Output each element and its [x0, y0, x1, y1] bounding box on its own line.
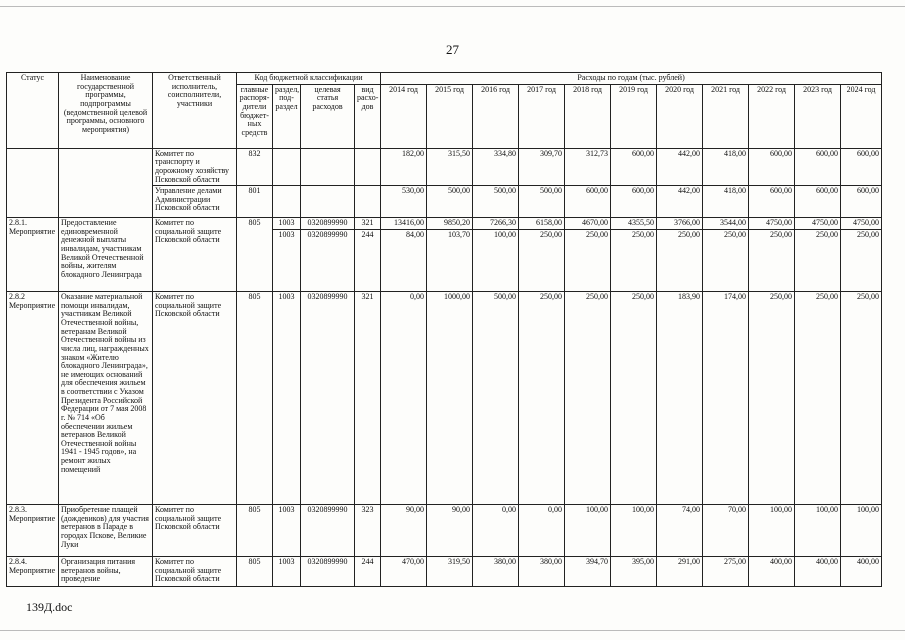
year-value-cell: 4355,50 — [611, 218, 657, 230]
header-year: 2024 год — [841, 84, 882, 148]
year-value-cell: 3544,00 — [703, 218, 749, 230]
year-value-cell: 600,00 — [795, 186, 841, 218]
executor-cell: Комитет по социальной защите Псковской области — [153, 557, 237, 587]
year-value-cell: 100,00 — [565, 505, 611, 557]
year-value-cell: 0,00 — [519, 505, 565, 557]
target-article-cell — [301, 186, 355, 218]
year-value-cell: 100,00 — [795, 505, 841, 557]
year-value-cell: 319,50 — [427, 557, 473, 587]
year-value-cell: 291,00 — [657, 557, 703, 587]
year-value-cell: 500,00 — [427, 186, 473, 218]
section-cell — [273, 186, 301, 218]
year-value-cell: 9850,20 — [427, 218, 473, 230]
table-row — [7, 148, 882, 186]
year-value-cell: 7266,30 — [473, 218, 519, 230]
header-year: 2018 год — [565, 84, 611, 148]
year-value-cell: 250,00 — [519, 292, 565, 505]
table-row — [7, 557, 882, 587]
status-cell: 2.8.1. Мероприятие — [7, 218, 59, 292]
year-value-cell: 600,00 — [841, 148, 882, 186]
year-value-cell: 100,00 — [749, 505, 795, 557]
year-value-cell: 90,00 — [427, 505, 473, 557]
year-value-cell: 395,00 — [611, 557, 657, 587]
executor-cell: Комитет по социальной защите Псковской области — [153, 218, 237, 292]
year-value-cell: 250,00 — [519, 230, 565, 292]
year-value-cell: 250,00 — [611, 230, 657, 292]
program-name-cell: Организация питания ветеранов войны, проведение — [59, 557, 153, 587]
year-value-cell: 400,00 — [841, 557, 882, 587]
year-value-cell: 74,00 — [657, 505, 703, 557]
year-value-cell: 334,80 — [473, 148, 519, 186]
executor-cell: Комитет по транспорту и дорожному хозяйству Псковской области — [153, 148, 237, 186]
expense-type-cell: 321 — [355, 292, 381, 505]
year-value-cell: 600,00 — [841, 186, 882, 218]
executor-cell: Управление делами Администрации Псковской области — [153, 186, 237, 218]
table-body — [7, 148, 882, 587]
year-value-cell: 418,00 — [703, 148, 749, 186]
year-value-cell: 100,00 — [473, 230, 519, 292]
year-value-cell: 4670,00 — [565, 218, 611, 230]
header-year: 2020 год — [657, 84, 703, 148]
expense-type-cell — [355, 186, 381, 218]
header-year: 2016 год — [473, 84, 519, 148]
header-status: Статус — [7, 73, 59, 149]
year-value-cell: 470,00 — [381, 557, 427, 587]
scan-edge-bottom — [0, 630, 905, 631]
year-value-cell: 600,00 — [611, 186, 657, 218]
main-manager-cell: 832 — [237, 148, 273, 186]
program-name-cell: Предоставление единовременной денежной выплаты инвалидам, участникам Великой Отечественной войны, жителям блокадного Ленинграда — [59, 218, 153, 292]
header-executor: Ответственный исполнитель, соисполнители, участники — [153, 73, 237, 149]
year-value-cell: 600,00 — [749, 186, 795, 218]
year-value-cell: 90,00 — [381, 505, 427, 557]
table-row — [7, 505, 882, 557]
header-year: 2021 год — [703, 84, 749, 148]
main-manager-cell: 805 — [237, 505, 273, 557]
expense-type-cell — [355, 148, 381, 186]
year-value-cell: 6158,00 — [519, 218, 565, 230]
year-value-cell: 103,70 — [427, 230, 473, 292]
section-cell: 1003 — [273, 505, 301, 557]
year-value-cell: 600,00 — [565, 186, 611, 218]
year-value-cell: 250,00 — [795, 230, 841, 292]
year-value-cell: 13416,00 — [381, 218, 427, 230]
year-value-cell: 418,00 — [703, 186, 749, 218]
program-name-cell: Оказание материальной помощи инвалидам, участникам Великой Отечественной войны, ветеранам Великой Отечественной войны из числа лиц, награжденных знаком «Жителю блокадного Ленинграда», не имеющих оснований для обеспечения жильем в соответствии с Указом Президента Российской Федерации от 7 мая 2008 г. № 714 «Об обеспечении жильем ветеранов Великой Отечественной войны 1941 - 1945 годов», на ремонт жилых помещений — [59, 292, 153, 505]
year-value-cell: 0,00 — [381, 292, 427, 505]
year-value-cell: 250,00 — [703, 230, 749, 292]
section-cell — [273, 148, 301, 186]
executor-cell: Комитет по социальной защите Псковской области — [153, 505, 237, 557]
expense-type-cell: 244 — [355, 557, 381, 587]
year-value-cell: 500,00 — [473, 292, 519, 505]
year-value-cell: 250,00 — [749, 230, 795, 292]
status-cell: 2.8.2 Мероприятие — [7, 292, 59, 505]
header-program-name: Наименование государственной программы, подпрограммы (ведомственной целевой программы, основного мероприятия) — [59, 73, 153, 149]
year-value-cell: 70,00 — [703, 505, 749, 557]
year-value-cell: 312,73 — [565, 148, 611, 186]
year-value-cell: 250,00 — [565, 292, 611, 505]
header-year: 2014 год — [381, 84, 427, 148]
header-expense-type: вид расхо-дов — [355, 84, 381, 148]
year-value-cell: 275,00 — [703, 557, 749, 587]
year-value-cell: 250,00 — [657, 230, 703, 292]
expense-type-cell: 321 — [355, 218, 381, 230]
year-value-cell: 100,00 — [841, 505, 882, 557]
header-year: 2015 год — [427, 84, 473, 148]
year-value-cell: 182,00 — [381, 148, 427, 186]
target-article-cell: 0320899990 — [301, 218, 355, 230]
year-value-cell: 183,90 — [657, 292, 703, 505]
table-row — [7, 218, 882, 230]
year-value-cell: 600,00 — [611, 148, 657, 186]
year-value-cell: 100,00 — [611, 505, 657, 557]
status-cell — [7, 148, 59, 218]
year-value-cell: 1000,00 — [427, 292, 473, 505]
year-value-cell: 380,00 — [519, 557, 565, 587]
year-value-cell: 4750,00 — [795, 218, 841, 230]
year-value-cell: 442,00 — [657, 186, 703, 218]
section-cell: 1003 — [273, 230, 301, 292]
status-cell: 2.8.4. Мероприятие — [7, 557, 59, 587]
header-budget-classification: Код бюджетной классификации — [237, 73, 381, 85]
table-row — [7, 292, 882, 505]
year-value-cell: 309,70 — [519, 148, 565, 186]
table-header — [7, 73, 882, 149]
header-year: 2017 год — [519, 84, 565, 148]
main-manager-cell: 805 — [237, 557, 273, 587]
header-year: 2022 год — [749, 84, 795, 148]
year-value-cell: 500,00 — [519, 186, 565, 218]
section-cell: 1003 — [273, 218, 301, 230]
year-value-cell: 600,00 — [749, 148, 795, 186]
expense-type-cell: 244 — [355, 230, 381, 292]
scan-edge-top — [0, 6, 905, 7]
year-value-cell: 500,00 — [473, 186, 519, 218]
target-article-cell: 0320899990 — [301, 557, 355, 587]
header-section: раздел, под-раздел — [273, 84, 301, 148]
section-cell: 1003 — [273, 292, 301, 505]
status-cell: 2.8.3. Мероприятие — [7, 505, 59, 557]
program-name-cell — [59, 148, 153, 218]
target-article-cell: 0320899990 — [301, 230, 355, 292]
year-value-cell: 530,00 — [381, 186, 427, 218]
year-value-cell: 250,00 — [565, 230, 611, 292]
year-value-cell: 250,00 — [749, 292, 795, 505]
budget-table — [6, 72, 882, 587]
executor-cell: Комитет по социальной защите Псковской области — [153, 292, 237, 505]
section-cell: 1003 — [273, 557, 301, 587]
year-value-cell: 84,00 — [381, 230, 427, 292]
year-value-cell: 380,00 — [473, 557, 519, 587]
program-name-cell: Приобретение плащей (дождевиков) для участия ветеранов в Параде в городах Пскове, Великие Луки — [59, 505, 153, 557]
target-article-cell — [301, 148, 355, 186]
main-manager-cell: 805 — [237, 292, 273, 505]
expense-type-cell: 323 — [355, 505, 381, 557]
year-value-cell: 400,00 — [749, 557, 795, 587]
year-value-cell: 400,00 — [795, 557, 841, 587]
year-value-cell: 0,00 — [473, 505, 519, 557]
year-value-cell: 250,00 — [795, 292, 841, 505]
target-article-cell: 0320899990 — [301, 505, 355, 557]
target-article-cell: 0320899990 — [301, 292, 355, 505]
year-value-cell: 250,00 — [841, 230, 882, 292]
year-value-cell: 4750,00 — [749, 218, 795, 230]
year-value-cell: 174,00 — [703, 292, 749, 505]
year-value-cell: 4750,00 — [841, 218, 882, 230]
year-value-cell: 442,00 — [657, 148, 703, 186]
header-year: 2023 год — [795, 84, 841, 148]
header-year: 2019 год — [611, 84, 657, 148]
footer-filename: 139Д.doc — [26, 600, 73, 614]
year-value-cell: 600,00 — [795, 148, 841, 186]
header-expenses-by-year: Расходы по годам (тыс. рублей) — [381, 73, 882, 85]
year-value-cell: 315,50 — [427, 148, 473, 186]
year-value-cell: 394,70 — [565, 557, 611, 587]
main-manager-cell: 805 — [237, 218, 273, 292]
header-target-article: целевая статья расходов — [301, 84, 355, 148]
year-value-cell: 250,00 — [611, 292, 657, 505]
main-manager-cell: 801 — [237, 186, 273, 218]
year-value-cell: 250,00 — [841, 292, 882, 505]
year-value-cell: 3766,00 — [657, 218, 703, 230]
header-main-manager: главные распоря-дители бюджет-ных средств — [237, 84, 273, 148]
page-number: 27 — [446, 42, 459, 57]
